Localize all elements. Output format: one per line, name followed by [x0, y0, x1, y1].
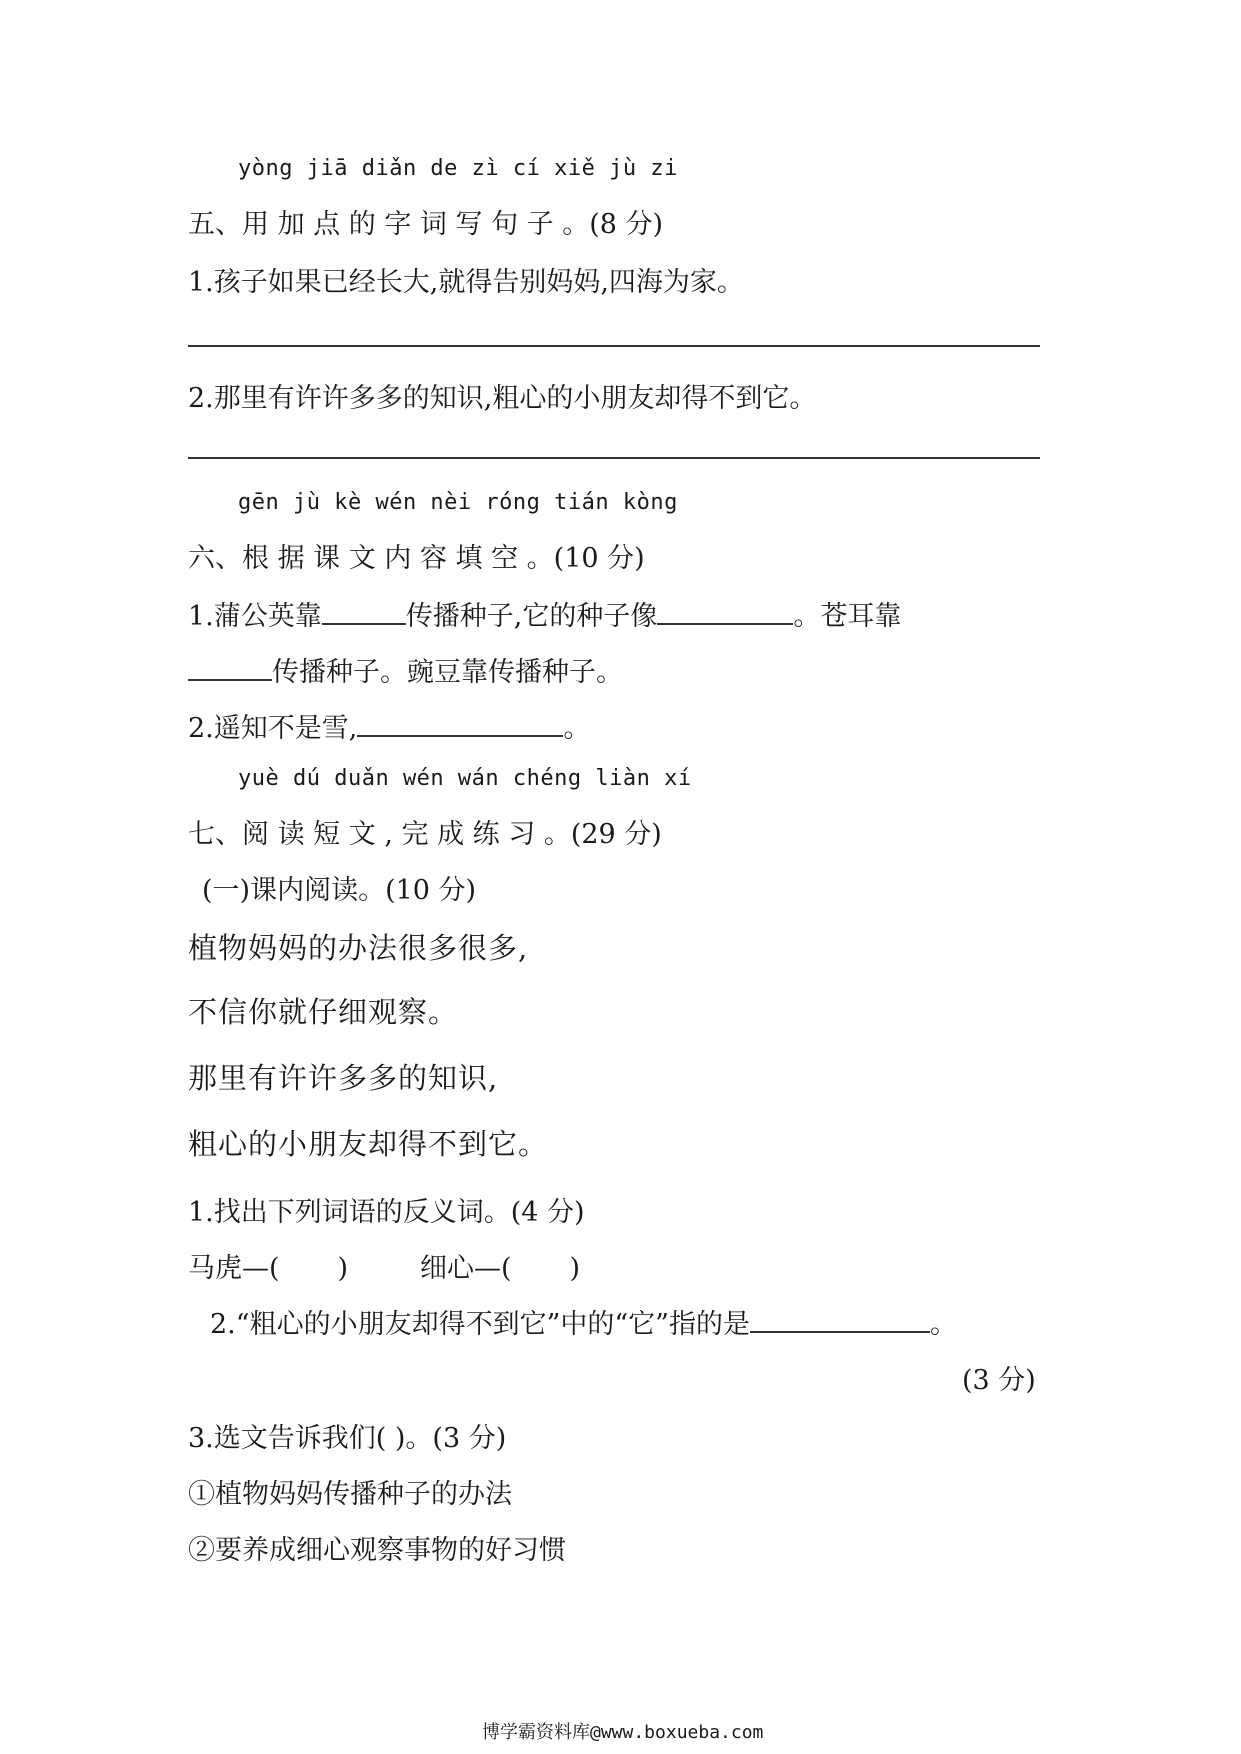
sec6-q1-part-c: 。苍耳靠 — [793, 601, 902, 632]
sec6-question-1-line1 — [188, 594, 901, 633]
poem-line-1: 植物妈妈的办法很多很多, — [188, 931, 529, 965]
sec6-q1-blank-3[interactable] — [188, 655, 272, 681]
sec6-q1-part-a: 1.蒲公英靠 — [188, 601, 322, 632]
sec7-q1-word-2 — [420, 1246, 580, 1285]
sec5-answer-line-2[interactable] — [188, 457, 1040, 459]
sec6-q1-part-d: 传播种子。豌豆靠传播种子。 — [272, 657, 623, 688]
antonym-prompt-1: 马虎—( — [188, 1253, 280, 1284]
sec6-q1-part-b: 传播种子,它的种子像 — [405, 601, 658, 632]
sec5-question-2: 2.那里有许许多多的知识,粗心的小朋友却得不到它。 — [188, 383, 817, 414]
sec7-q1-word-1 — [188, 1246, 348, 1285]
sec7-q3-option-2[interactable]: ②要养成细心观察事物的好习惯 — [188, 1535, 566, 1566]
sec6-q2-part-a: 2.遥知不是雪, — [188, 713, 358, 744]
sec6-q2-blank[interactable] — [357, 711, 563, 737]
sec7-question-3: 3.选文告诉我们( )。(3 分) — [188, 1423, 507, 1454]
sec6-question-2 — [188, 706, 590, 745]
poem-line-3: 那里有许许多多的知识, — [188, 1061, 499, 1095]
footer-watermark: 博学霸资料库@www.boxueba.com — [482, 1722, 764, 1743]
sec7-q2-end: 。 — [929, 1309, 957, 1340]
poem-line-4: 粗心的小朋友却得不到它。 — [188, 1127, 549, 1161]
sec7-subsection-1: (一)课内阅读。(10 分) — [202, 875, 477, 906]
sec7-title: 七、阅 读 短 文 , 完 成 练 习 。(29 分) — [188, 819, 662, 850]
sec7-question-2 — [210, 1302, 957, 1341]
sec7-question-1: 1.找出下列词语的反义词。(4 分) — [188, 1197, 585, 1228]
antonym-prompt-2: 细心—( — [420, 1253, 512, 1284]
sec7-q2-blank[interactable] — [750, 1307, 930, 1333]
antonym-close-1: ) — [337, 1253, 349, 1284]
sec7-q2-score: (3 分) — [962, 1365, 1036, 1396]
sec5-question-1: 1.孩子如果已经长大,就得告别妈妈,四海为家。 — [188, 267, 744, 298]
sec7-pinyin: yuè dú duǎn wén wán chéng liàn xí — [238, 766, 692, 791]
sec6-q1-blank-2[interactable] — [657, 599, 793, 625]
antonym-close-2: ) — [569, 1253, 581, 1284]
sec6-title: 六、根 据 课 文 内 容 填 空 。(10 分) — [188, 543, 645, 574]
sec5-title: 五、用 加 点 的 字 词 写 句 子 。(8 分) — [188, 209, 664, 240]
sec6-pinyin: gēn jù kè wén nèi róng tián kòng — [238, 490, 678, 515]
sec6-question-1-line2 — [188, 650, 623, 689]
sec6-q2-part-b: 。 — [563, 713, 591, 744]
sec6-q1-blank-1[interactable] — [322, 599, 406, 625]
sec7-q3-option-1[interactable]: ①植物妈妈传播种子的办法 — [188, 1479, 512, 1510]
sec7-q2-text: 2.“粗心的小朋友却得不到它”中的“它”指的是 — [210, 1309, 750, 1340]
sec5-answer-line-1[interactable] — [188, 345, 1040, 347]
sec5-pinyin: yòng jiā diǎn de zì cí xiě jù zi — [238, 156, 678, 181]
poem-line-2: 不信你就仔细观察。 — [188, 995, 459, 1029]
